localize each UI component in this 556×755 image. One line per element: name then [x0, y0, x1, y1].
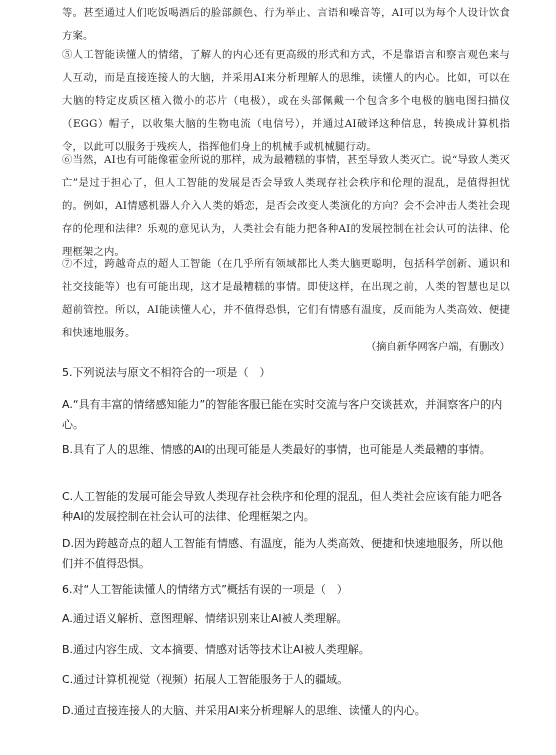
question-6-option-b: B.通过内容生成、文本摘要、情感对话等技术让AI被人类理解。	[62, 643, 370, 656]
passage-source: （摘自新华网客户端，有删改）	[365, 341, 510, 353]
question-6-option-a: A.通过语义解析、意图理解、情绪识别来让AI被人类理解。	[62, 612, 348, 625]
question-5-option-d: D.因为跨越奇点的超人工智能有情感、有温度，能为人类高效、便捷和快速地服务，所以他们并不值得恐惧。	[62, 537, 503, 570]
question-6-option-c: C.通过计算机视觉（视频）拓展人工智能服务于人的疆域。	[62, 673, 349, 686]
question-5-option-b: B.具有了人的思维、情感的AI的出现可能是人类最好的事情，也可能是人类最糟的事情。	[62, 443, 491, 456]
question-5-option-a: A.“具有丰富的情绪感知能力”的智能客服已能在实时交流与客户交谈甚欢，并洞察客户的内心。	[62, 398, 503, 431]
question-6-option-d: D.通过直接连接人的大脑、并采用AI来分析理解人的思维、读懂人的内心。	[62, 704, 426, 717]
question-5-option-c: C.人工智能的发展可能会导致人类现存社会秩序和伦理的混乱，但人类社会应该有能力吧各种AI的发展控制在社会认可的法律、伦理框架之内。	[62, 490, 503, 523]
passage-paragraph-6: ⑥当然，AI也有可能像霍金所说的那样，成为最糟糕的事情，甚至导致人类灭亡。说“导致人类灭亡”是过于担心了，但人工智能的发展是否会导致人类现存社会秩序和伦理的混乱，是值得担忧的。例如，AI情感机器人介入人类的婚恋，是否会改变人类演化的方向？会不会冲击人类社会现存的伦理和法律？乐观的意见认为，人类社会有能力把各种AI的发展控制在社会认可的法律、伦理框架之内。	[62, 154, 510, 258]
passage-paragraph-7: ⑦不过，跨越奇点的超人工智能（在几乎所有领域都比人类大脑更聪明，包括科学创新、通识和社交技能等）也有可能出现，这才是最糟糕的事情。即使这样，在出现之前，人类的智慧也足以超前管控。所以，AI能读懂人心，并不值得恐惧，它们有情感有温度，反而能为人类高效、便捷和快速地服务。	[62, 258, 510, 339]
passage-paragraph-5: ⑤人工智能读懂人的情绪，了解人的内心还有更高级的形式和方式，不是靠语言和察言观色来与人互动，而是直接连接人的大脑，并采用AI来分析理解人的思维，读懂人的内心。比如，可以在大脑的特定皮质区植入微小的芯片（电极），或在头部佩戴一个包含多个电极的脑电图扫描仪（EGG）帽子，以收集大脑的生物电流（电信号），并通过AI破译这种信息，转换成计算机指令，以此可以服务于残疾人，指挥他们身上的机械手或机械腿行动。	[62, 49, 510, 153]
question-5-stem: 5.下列说法与原文不相符合的一项是（ ）	[62, 366, 271, 379]
passage-paragraph-4-end: 等。甚至通过人们吃饭喝酒后的脸部颜色、行为举止、言语和噪音等，AI可以为每个人设计饮食方案。	[62, 7, 510, 42]
question-6-stem: 6.对“人工智能读懂人的情绪方式”概括有误的一项是（ ）	[62, 583, 348, 596]
